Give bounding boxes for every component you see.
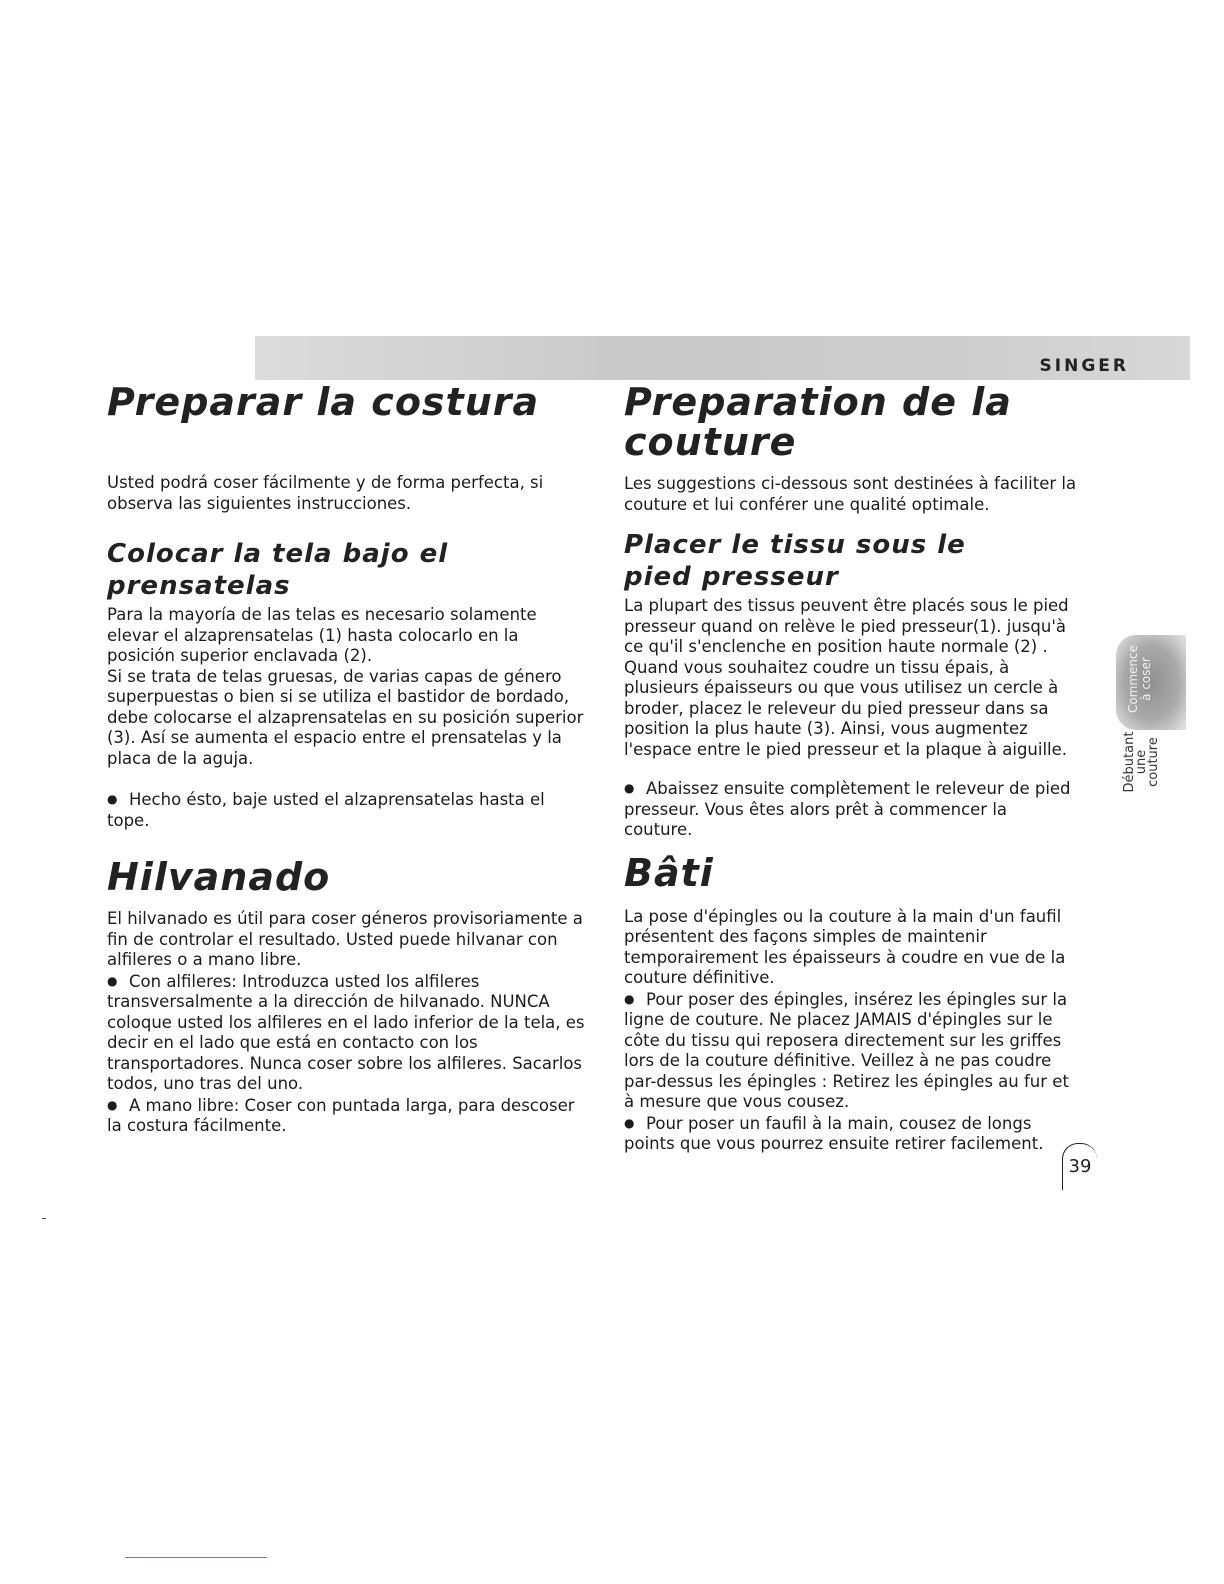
- footer-line: [125, 1557, 267, 1558]
- french-section1-title: Placer le tissu sous le pied presseur: [624, 530, 966, 592]
- french-section2-bullet1: ● Pour poser des épingles, insérez les épingles sur la ligne de couture. Ne placez JAMAIS d'épingles sur le côte du tissu qui reposera directement sur les griffes lors de la couture définitive. Veillez à ne pas coudre par-dessus les épingles : Retirez les épingles au fur et à mesure que vous cousez.: [624, 989, 1080, 1113]
- french-title: Preparation de la couture: [624, 380, 1012, 464]
- french-section1-bullet: ● Abaissez ensuite complètement le releveur de pied presseur. Vous êtes alors prêt à commencer la couture.: [624, 778, 1080, 841]
- french-section2-bullet2: ● Pour poser un faufil à la main, cousez de longs points que vous pourrez ensuite retirer facilement.: [624, 1113, 1080, 1155]
- spanish-section1-bullet: ● Hecho ésto, baje usted el alzaprensatelas hasta el tope.: [107, 789, 587, 831]
- spanish-section2-paragraph1: El hilvanado es útil para coser géneros provisoriamente a fin de controlar el resultado. Usted puede hilvanar con alfileres o a mano libre.: [107, 909, 583, 969]
- spanish-section2-bullet2: ● A mano libre: Coser con puntada larga, para descoser la costura fácilmente.: [107, 1095, 587, 1137]
- french-intro: Les suggestions ci-dessous sont destinées à faciliter la couture et lui conférer une qualité optimale.: [624, 474, 1077, 514]
- spanish-section2-title: Hilvanado: [107, 855, 331, 899]
- spanish-intro: Usted podrá coser fácilmente y de forma perfecta, si observa las siguientes instrucciones.: [107, 473, 544, 513]
- chapter-side-line2: une: [1134, 749, 1149, 775]
- brand-logo: SINGER: [1039, 356, 1129, 376]
- spanish-section1-paragraph2: Si se trata de telas gruesas, de varias capas de género superpuestas o bien si se utiliza el bastidor de bordado, debe colocarse el alzaprensatelas en su posición superior (3). Así se aumenta el espacio entre el prensatelas y la placa de la aguja.: [107, 666, 584, 768]
- french-column: [624, 382, 1080, 1155]
- spanish-section1-paragraph1: Para la mayoría de las telas es necesario solamente elevar el alzaprensatelas (1) hasta colocarlo en la posición superior enclavada (2).: [107, 605, 537, 665]
- french-section2-title: Bâti: [624, 850, 714, 895]
- chapter-tab-line1: Commence: [1126, 644, 1140, 714]
- spanish-section1-title: Colocar la tela bajo el prensatelas: [107, 539, 449, 601]
- french-section1-paragraph1: La plupart des tissus peuvent être placés sous le pied presseur quand on relève le pied presseur(1). jusqu'à ce qu'il s'enclenche en position haute normale (2) . Quand vous souhaitez coudre un tissu épais, à plusieurs épaisseurs ou que vous utilisez un cercle à broder, placez le releveur du pied presseur dans sa position la plus haute (3). Ainsi, vous augmentez l'espace entre le pied presseur et la plaque à aiguille.: [624, 596, 1069, 759]
- french-section2-paragraph1: La pose d'épingles ou la couture à la main d'un faufil présentent des façons simples de maintenir temporairement les épaisseurs à coudre en vue de la couture définitive.: [624, 906, 1066, 987]
- chapter-tab-label: [1127, 634, 1153, 724]
- page-number: 39: [1062, 1143, 1097, 1190]
- spanish-section2-bullet1: ● Con alfileres: Introduzca usted los alfileres transversalmente a la dirección de hilvanado. NUNCA coloque usted los alfileres en el lado inferior de la tela, es decir en el lado que está en contacto con los transportadores. Nunca coser sobre los alfileres. Sacarlos todos, uno tras del uno.: [107, 971, 587, 1095]
- chapter-side-line3: couture: [1146, 737, 1161, 787]
- chapter-tab-line2: à coser: [1139, 657, 1153, 701]
- spanish-title: Preparar la costura: [107, 380, 540, 424]
- chapter-side-label: [1124, 726, 1160, 798]
- chapter-side-line1: Débutant: [1122, 731, 1137, 793]
- scan-mark: [42, 1218, 46, 1219]
- spanish-column: [107, 382, 587, 1137]
